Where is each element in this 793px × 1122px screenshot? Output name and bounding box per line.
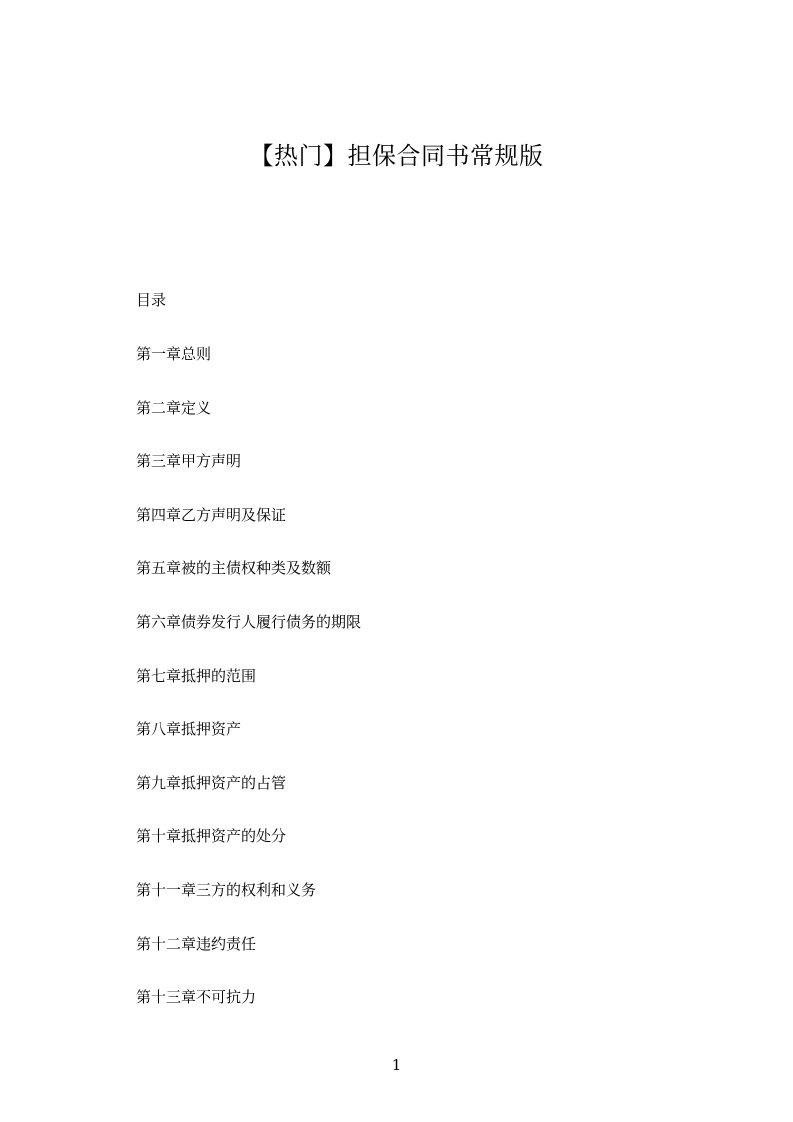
- toc-list: [136, 344, 361, 1041]
- toc-item: 第十一章三方的权利和义务: [136, 880, 317, 899]
- toc-item: 第十二章违约责任: [136, 934, 257, 953]
- toc-item: 第九章抵押资产的占管: [136, 773, 287, 792]
- toc-item: 第二章定义: [136, 398, 212, 417]
- toc-item: 第四章乙方声明及保证: [136, 505, 287, 524]
- toc-item: 第六章债券发行人履行债务的期限: [136, 612, 362, 631]
- toc-item: 第八章抵押资产: [136, 720, 242, 739]
- toc-item: 第七章抵押的范围: [136, 666, 257, 685]
- toc-heading: 目录: [136, 291, 167, 309]
- toc-item: 第三章甲方声明: [136, 452, 242, 471]
- page-number: 1: [391, 1056, 402, 1074]
- document-title: 【热门】担保合同书常规版: [249, 142, 544, 170]
- toc-item: 第十三章不可抗力: [136, 988, 257, 1007]
- toc-item: 第十章抵押资产的处分: [136, 827, 287, 846]
- toc-item: 第一章总则: [136, 345, 212, 363]
- toc-item: 第五章被的主债权种类及数额: [136, 559, 332, 578]
